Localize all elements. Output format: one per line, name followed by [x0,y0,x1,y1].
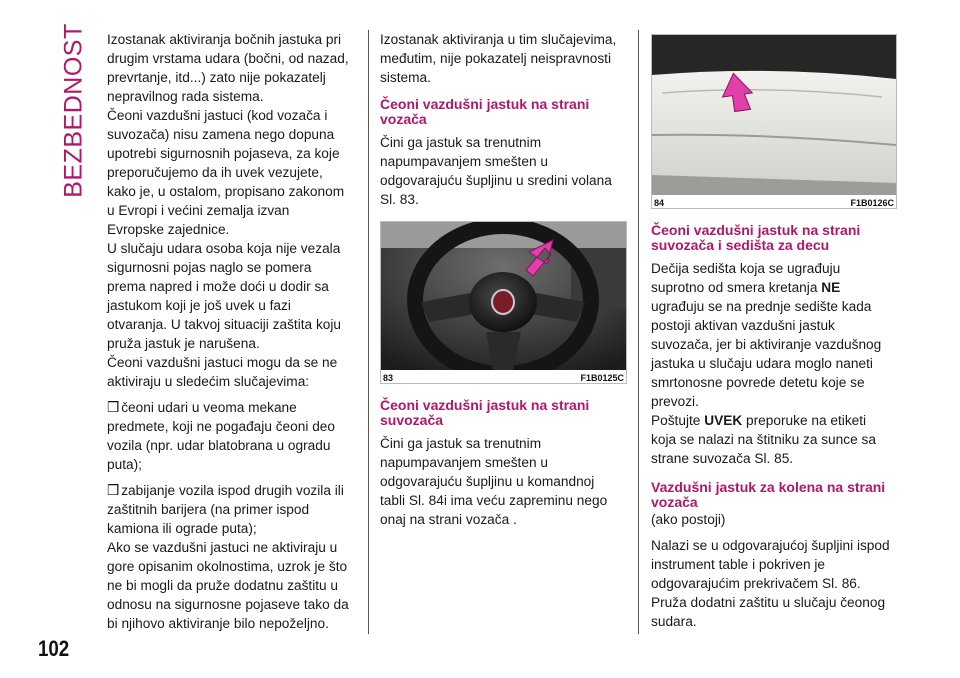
paragraph: Čini ga jastuk sa trenutnim napumpavanjem smešten u odgovarajuću šupljinu u sredini volana Sl. 83. [380,134,612,207]
column-2 [380,30,625,536]
paragraph: U slučaju udara osoba koja nije vezala sigurnosni pojas naglo se pomera prema napred i može doći u dodir sa jastukom koji je još uvek u fazi otvaranja. U takvoj situaciji zaštita koju pruža jastuk je narušena. [107,240,342,351]
dashboard-image [652,35,896,195]
emphasis: NE [821,279,841,295]
column-divider [638,30,639,634]
paragraph: Poštujte UVEK preporuke na etiketi koja se nalazi na štitniku za sunce sa strane suvozača Sl. 85. [651,412,876,466]
figure-number: 83 [383,373,394,383]
paragraph: Ako se vazdušni jastuci ne aktiviraju u gore opisanim okolnostima, uzrok je što ne bi mogli da pruže dodatnu zaštitu u odnosu na sigurnosne pojaseve tako da bi njihovo aktiviranje bilo nepoželjno. [107,539,349,631]
emphasis: UVEK [704,412,743,428]
section-heading: Čeoni vazdušni jastuk na strani vozača [380,96,590,127]
paragraph: Čini ga jastuk sa trenutnim napumpavanjem smešten u odgovarajuću šupljinu u komandnoj tabli Sl. 84i ima veću zapreminu nego onaj na strani vozača . [380,435,608,527]
section-heading: Čeoni vazdušni jastuk na strani suvozača i sedišta za decu [651,222,861,253]
figure-code: F1B0125C [580,373,624,383]
column-1 [107,30,357,640]
paragraph: Izostanak aktiviranja u tim slučajevima, međutim, nije pokazatelj neispravnosti sistema. [380,31,617,85]
passenger-dashboard-illustration [652,35,896,195]
steering-wheel-image [381,222,626,370]
figure-code: F1B0126C [850,198,894,208]
figure-83 [380,221,627,384]
section-label [54,22,94,198]
section-heading: Čeoni vazdušni jastuk na strani suvozača [380,397,590,428]
figure-number: 84 [654,198,665,208]
page-number: 102 [38,636,70,661]
section-title: BEZBEDNOST [59,22,88,198]
column-divider [368,30,369,634]
paragraph: (ako postoji) [651,511,726,527]
steering-wheel-illustration [381,222,626,370]
bullet-icon: ❒ [107,399,120,415]
figure-caption [652,195,896,208]
paragraph: Dečija sedišta koja se ugrađuju suprotno od smera kretanja NE ugrađuju se na prednje sedište kada postoji aktivan vazdušni jastuk suvozača, jer bi aktiviranje vazdušnog jastuka u slučaju udara moglo naneti smrtonosne povrede detetu koje se prevozi. [651,260,882,409]
column-3 [651,34,897,638]
figure-84 [651,34,897,209]
paragraph: Izostanak aktiviranja bočnih jastuka pri drugim vrstama udara (bočni, od nazad, prevrtanje, itd...) zato nije pokazatelj nepravilnog rada sistema. [107,31,349,104]
paragraph: Čeoni vazdušni jastuci (kod vozača i suvozača) nisu zamena nego dopuna upotrebi sigurnosnih pojaseva, za koje preporučujemo da ih uvek vezujete, kako je, u ostalom, propisano zakonom u Evropi i većini zemalja izvan Evropske zajednice. [107,107,345,237]
section-heading: Vazdušni jastuk za kolena na strani vozača [651,479,886,510]
figure-caption [381,370,626,383]
bullet-icon: ❒ [107,482,120,498]
paragraph: Nalazi se u odgovarajućoj šupljini ispod instrument table i pokriven je odgovarajućim prekrivačem Sl. 86. Pruža dodatni zaštitu u slučaju čeonog sudara. [651,537,890,629]
bullet-item: ❒ čeoni udari u veoma mekane predmete, koji ne pogađaju čeoni deo vozila (npr. udar blatobrana u ogradu puta); [107,399,336,472]
paragraph: Čeoni vazdušni jastuci mogu da se ne aktiviraju u sledećim slučajevima: [107,354,338,389]
bullet-item: ❒ zabijanje vozila ispod drugih vozila ili zaštitnih barijera (na primer ispod kamiona ili ograde puta); [107,482,344,536]
